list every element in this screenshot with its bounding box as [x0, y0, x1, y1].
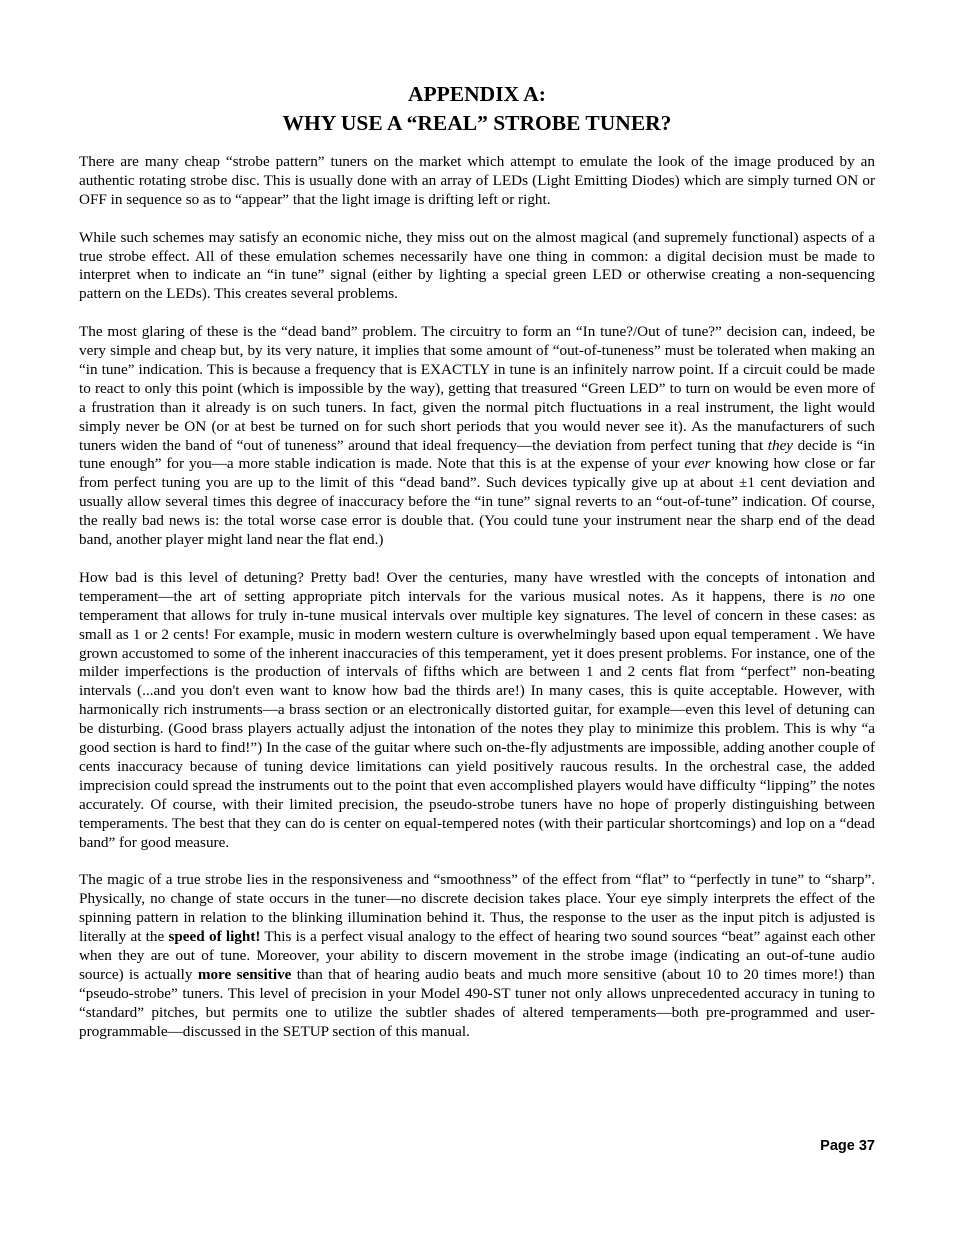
- title-line-2: WHY USE A “REAL” STROBE TUNER?: [282, 111, 672, 135]
- paragraph-3-text-e: knowing how close or far from perfect tuning you are up to the limit of this “dead band”. Such devices typically give up at about ±1 cent deviation and usually allow several times this degree of inaccuracy before the “in tune” signal reverts to an “out-of-tune” indication. Of course, the really bad news is: the total worse case error is double that. (You could tune your instrument near the sharp end of the dead band, another player might land near the flat end.): [79, 455, 875, 549]
- paragraph-4: [79, 569, 875, 853]
- title-line-1: APPENDIX A:: [408, 82, 546, 106]
- paragraph-3-text-c: decide is “in tune enough” for you—a more stable indication is made. Note that this is at the expense of your: [79, 436, 875, 473]
- page-number: Page 37: [820, 1138, 875, 1154]
- paragraph-4-text-a: How bad is this level of detuning? Pretty bad! Over the centuries, many have wrestled with the concepts of intonation and temperament—the art of setting appropriate pitch intervals for the various musical notes. As it happens, there is: [79, 568, 875, 605]
- paragraph-3-text-a: The most glaring of these is the “dead band” problem. The circuitry to form an “In tune?/Out of tune?” decision can, indeed, be very simple and cheap but, by its very nature, it implies that some amount of “out-of-tuneness” must be tolerated when making an “in tune” indication. This is because a frequency that is EXACTLY in tune is an infinitely narrow point. If a circuit could be made to react to only this point (which is impossible by the way), getting that treasured “Green LED” to turn on would be even more of a frustration than it already is on such tuners. In fact, given the normal pitch fluctuations in a real instrument, the light would simply never be ON (or at best be turned on for such short periods that you would never see it). As the manufacturers of such tuners widen the band of “out of tuneness” around that ideal frequency—the deviation from perfect tuning that: [79, 323, 875, 454]
- paragraph-1-text: There are many cheap “strobe pattern” tuners on the market which attempt to emulate the look of the image produced by an authentic rotating strobe disc. This is usually done with an array of LEDs (Light Emitting Diodes) which are simply turned ON or OFF in sequence so as to “appear” that the light image is drifting left or right.: [79, 153, 875, 208]
- emphasis-speed-of-light: speed of light!: [168, 928, 261, 946]
- paragraph-5-text-c: This is a perfect visual analogy to the effect of hearing two sound sources “beat” against each other when they are out of tune. Moreover, your ability to discern movement in the strobe image (indicating an out-of-tune audio source) is actually: [79, 928, 876, 983]
- paragraph-2: [79, 229, 875, 305]
- paragraph-3: [79, 323, 875, 550]
- paragraph-4-text-c: one temperament that allows for truly in-tune musical intervals over multiple key signatures. The level of concern in these cases: as small as 1 or 2 cents! For example, music in modern western culture is overwhelmingly based upon equal temperament . We have grown accustomed to some of the inherent inaccuracies of this temperament, yet it does present problems. For instance, one of the milder imperfections is the production of intervals of fifths which are between 1 and 2 cents flat from “perfect” non-beating intervals (...and you don't even want to know how bad the thirds are!) In many cases, this is quite acceptable. However, with harmonically rich instruments—a brass section or an electronically distorted guitar, for example—even this level of detuning can be disturbing. (Good brass players actually adjust the intonation of the notes they play to minimize this problem. This is why “a good section is hard to find!”) In the case of the guitar where such on-the-fly adjustments are impossible, adding another couple of cents inaccuracy because of tuning device limitations can yield positively raucous results. In the orchestral case, the added imprecision could spread the instruments out to the point that even accomplished players would have difficulty “lipping” the notes accurately. Of course, with their limited precision, the pseudo-strobe tuners have no hope of properly distinguishing between temperaments. The best that they can do is center on equal-tempered notes (with their particular shortcomings) and lop on a “dead band” for good measure.: [79, 587, 875, 851]
- page-title: [79, 80, 875, 138]
- emphasis-no: no: [829, 587, 846, 605]
- emphasis-they: they: [767, 436, 794, 454]
- paragraph-2-text: While such schemes may satisfy an economic niche, they miss out on the almost magical (and supremely functional) aspects of a true strobe effect. All of these emulation schemes necessarily have one thing in common: a digital decision must be made to interpret when to indicate an “in tune” signal (either by lighting a special green LED or otherwise creating a non-sequencing pattern on the LEDs). This creates several problems.: [79, 228, 875, 303]
- emphasis-ever: ever: [684, 455, 711, 473]
- body-text: [79, 153, 875, 1060]
- emphasis-more-sensitive: more sensitive: [197, 965, 292, 983]
- paragraph-5: [79, 871, 875, 1041]
- paragraph-5-text-e: than that of hearing audio beats and much more sensitive (about 10 to 20 times more!) than “pseudo-strobe” tuners. This level of precision in your Model 490-ST tuner not only allows unprecedented accuracy in tuning to “standard” pitches, but permits one to utilize the subtler shades of altered temperaments—both pre-programmed and user-programmable—discussed in the SETUP section of this manual.: [79, 965, 876, 1040]
- paragraph-1: [79, 153, 875, 210]
- paragraph-5-text-a: The magic of a true strobe lies in the responsiveness and “smoothness” of the effect from “flat” to “perfectly in tune” to “sharp”. Physically, no change of state occurs in the tuner—no discrete decision takes place. Your eye simply interprets the effect of the spinning pattern in relation to the blinking illumination behind it. Thus, the response to the user as the input pitch is adjusted is literally at the: [79, 871, 875, 946]
